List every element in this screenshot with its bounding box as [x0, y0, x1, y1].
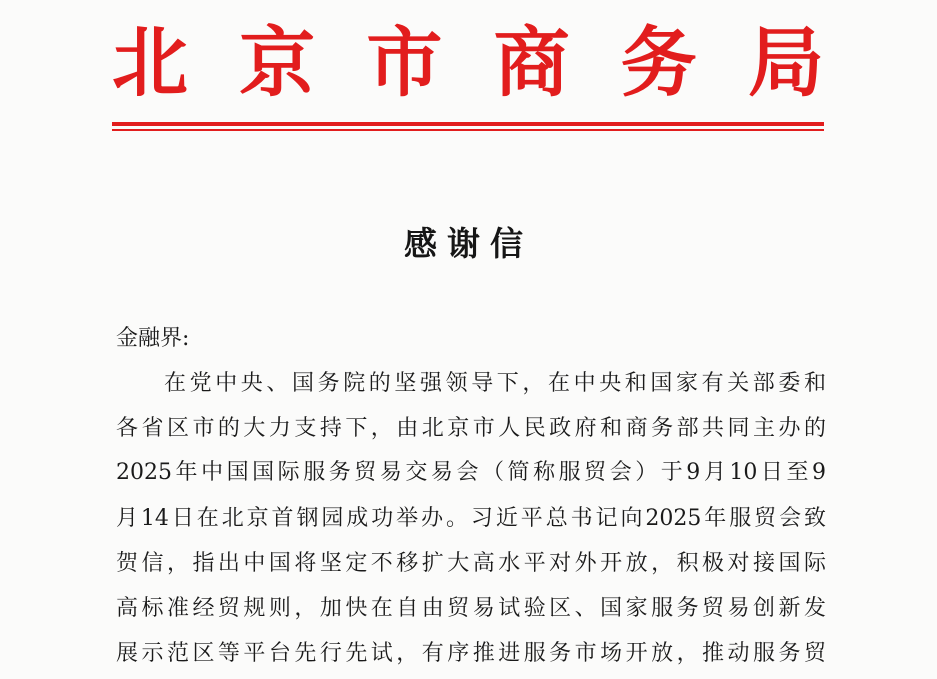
letterhead-char: 商: [493, 18, 570, 107]
letter-title: 感谢信: [404, 224, 533, 263]
body-line: 展示范区等平台先行先试，有序推进服务市场开放，推动服务贸: [116, 641, 826, 666]
letterhead-char: 北: [112, 18, 188, 107]
salutation: 金融界:: [116, 326, 190, 351]
letterhead-char: 务: [620, 18, 697, 107]
letterhead: [112, 18, 824, 108]
letterhead-char: 京: [239, 18, 316, 107]
body-line: 各省区市的大力支持下，由北京市人民政府和商务部共同主办的: [116, 416, 826, 441]
letterhead-char: 局: [747, 18, 824, 107]
body-line: 月14日在北京首钢园成功举办。习近平总书记向2025年服贸会致: [116, 506, 826, 531]
letterhead-divider-thin: [112, 129, 824, 131]
body-line: 2025年中国国际服务贸易交易会（简称服贸会）于9月10日至9: [116, 460, 826, 485]
body-line: 贺信，指出中国将坚定不移扩大高水平对外开放，积极对接国际: [116, 551, 826, 576]
letterhead-char: 市: [366, 18, 443, 107]
body-line: 高标准经贸规则，加快在自由贸易试验区、国家服务贸易创新发: [116, 596, 826, 621]
letterhead-divider-thick: [112, 122, 824, 126]
body-line: 在党中央、国务院的坚强领导下，在中央和国家有关部委和: [164, 371, 826, 396]
